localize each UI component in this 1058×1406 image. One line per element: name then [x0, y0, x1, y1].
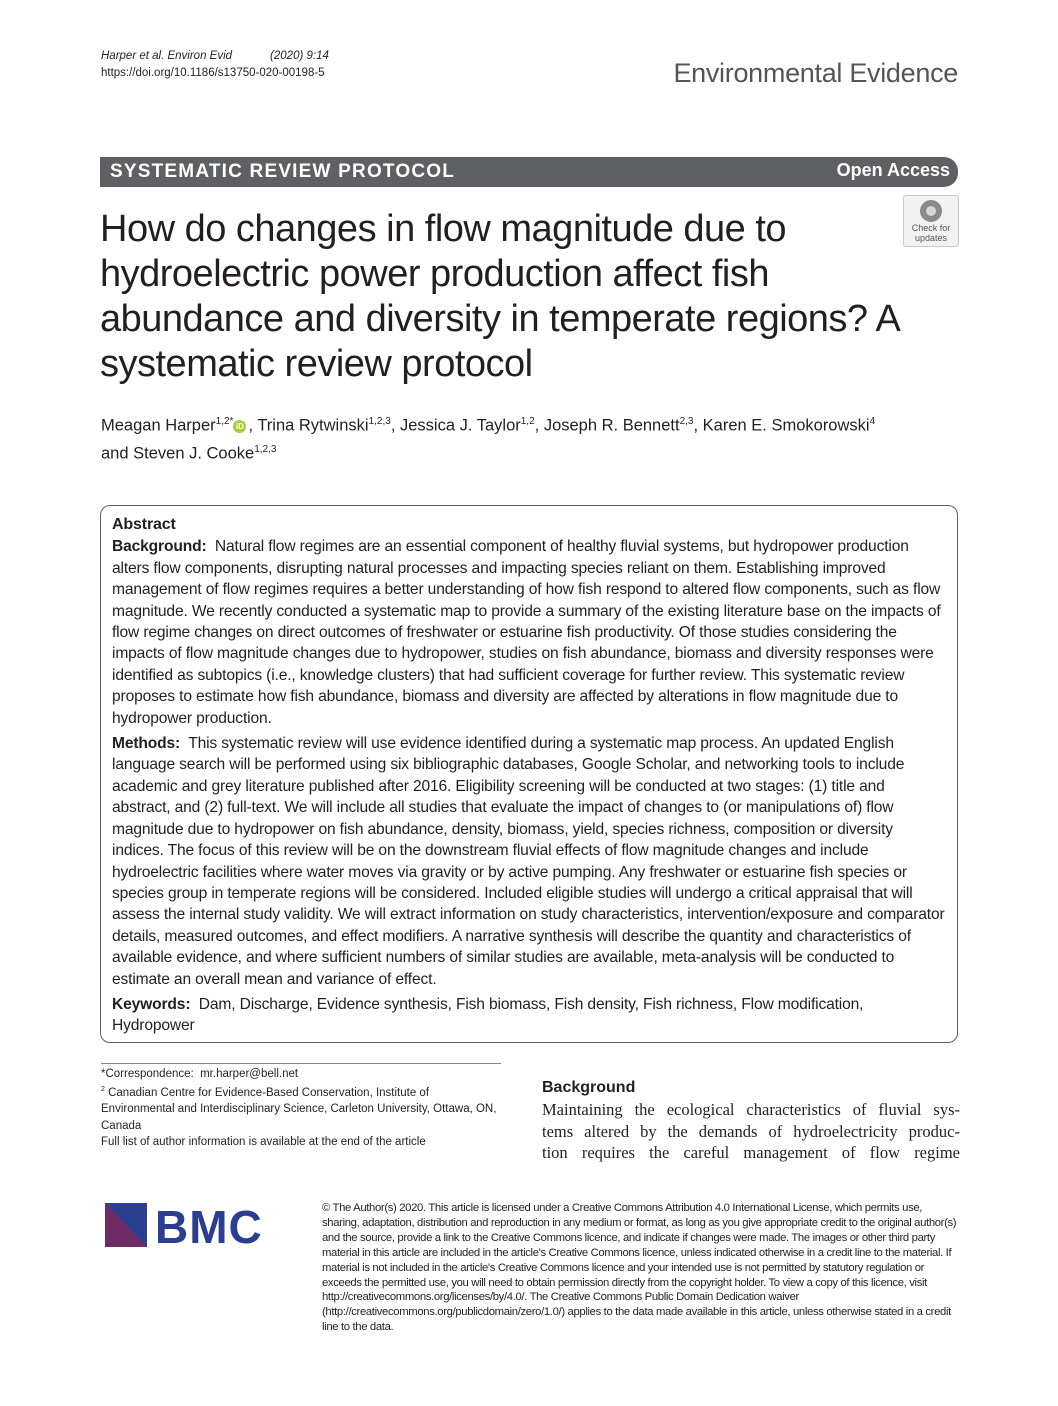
open-access-label: Open Access [836, 160, 950, 180]
check-for-updates-button[interactable] [903, 195, 959, 247]
citation-block [101, 48, 329, 82]
license-part: © The Author(s) 2020. This article is licensed under a Creative Commons Attribution 4.0 International License, which permits use, sharing, adaptation, distribution and reproduction in any medium or format, as long as you give appropriate credit to the original author(s) and the source, provide a link to the Creative Commons licence, and indicate if changes were made. The images or other third party material in this article are included in the article's Creative Commons licence, unless indicated otherwise in a credit line to the material. If material is not included in the article's Creative Commons licence and your intended use is not permitted by statutory regulation or exceeds the permitted use, you will need to obtain permission directly from the copyright holder. To view a copy of this licence, visit [322, 1202, 957, 1289]
keywords-text: Dam, Discharge, Evidence synthesis, Fish biomass, Fish density, Fish richness, Flow modification, Hydropower [112, 995, 864, 1035]
affiliation-number: 2 [101, 1086, 105, 1094]
background-line: tems altered by the demands of hydroelectricity produc- [542, 1121, 960, 1141]
author-affiliation: 1,2,3 [368, 416, 391, 427]
methods-text: This systematic review will use evidence identified during a systematic map process. An updated English language search will be performed using six bibliographic databases, Google Scholar, and networking tools to include academic and grey literature published after 2016. Eligibility screening will be conducted at two stages: (1) title and abstract, and (2) full-text. We will include all studies that evaluate the impact of changes to (or manipulations of) flow magnitude due to hydropower on fish abundance, density, biomass, yield, species richness, composition or diversity indices. The focus of this review will be on the downstream fluvial effects of flow magnitude changes and include hydroelectric facilities where water moves via gravity or by active pumping. Any freshwater or estuarine fish species or species group in temperate regions will be considered. Included eligible studies will undergo a critical appraisal that will assess the internal study validity. We will extract information on study characteristics, intervention/exposure and comparator details, measured outcomes, and effect modifiers. A narrative synthesis will describe the quantity and characteristics of available evidence, and where sufficient numbers of similar studies are available, meta-analysis will be conducted to estimate an overall mean and variance of effect. [112, 735, 945, 988]
background-text: Natural flow regimes are an essential component of healthy fluvial systems, but hydropower production alters flow components, disrupting natural processes and impacting species reliant on them. Establishing improved management of flow regimes requires a better understanding of how fish respond to altered flow components, such as flow magnitude. We recently conducted a systematic map to provide a summary of the existing literature base on the impacts of flow regime changes on direct outcomes of freshwater or estuarine fish productivity. Of those studies considering the impacts of flow magnitude changes due to hydropower, studies on fish abundance, biomass and diversity responses were identified as subtopics (i.e., knowledge clusters) that had sufficient coverage for further review. This systematic review proposes to estimate how fish abundance, biomass and diversity are affected by alterations in flow magnitude due to hydropower production. [112, 538, 941, 727]
author-name[interactable]: Joseph R. Bennett [543, 416, 680, 435]
author-affiliation: 4 [869, 416, 876, 427]
license-link[interactable]: http://creativecommons.org/licenses/by/4.0/ [322, 1291, 525, 1304]
author-name[interactable]: Steven J. Cooke [133, 444, 255, 462]
author-affiliation: 1,2,3 [254, 443, 277, 455]
correspondence-label: *Correspondence: [101, 1068, 194, 1080]
authors-joiner: and [101, 444, 129, 462]
affiliation-text: Canadian Centre for Evidence-Based Conservation, Institute of Environmental and Interdisciplinary Science, Carleton University, Ottawa, ON, Canada [101, 1087, 497, 1132]
abstract-keywords [112, 994, 946, 1037]
background-body [542, 1099, 960, 1164]
author-name[interactable]: Trina Rytwinski [257, 416, 369, 435]
correspondence-email[interactable]: mr.harper@bell.net [200, 1068, 299, 1080]
abstract-background [112, 536, 946, 729]
background-label: Background: [112, 538, 207, 556]
background-heading: Background [542, 1079, 636, 1096]
background-line: tion requires the careful management of flow regime [542, 1143, 960, 1162]
author-list: Meagan Harper$^{1,2*}$ iD , Trina Rytwinski$^{1,2,3}$, Jessica J. Taylor$^{1,2}$, Joseph R. Bennett$^{2,3}$, Karen E. Smokorowski$^4$ and Steven J. Cooke$^{1,2,3}$ [101, 416, 876, 462]
author-affiliation: 1,2 [520, 416, 535, 427]
citation-year: (2020) 9:14 [270, 50, 329, 62]
abstract-methods [112, 733, 946, 990]
author-name[interactable]: Karen E. Smokorowski [702, 416, 870, 435]
abstract-box [100, 505, 958, 1043]
doi-link[interactable]: https://doi.org/10.1186/s13750-020-00198-5 [101, 67, 325, 79]
article-title: How do changes in flow magnitude due to hydroelectric power production affect fish abundance and diversity in temperate regions? A systematic review protocol [100, 208, 899, 385]
article-type-banner [100, 157, 958, 187]
crossmark-label-line2: updates [914, 233, 948, 243]
author-affiliation: 2,3 [679, 416, 694, 427]
crossmark-icon [920, 200, 942, 222]
crossmark-label-line1: Check for [911, 223, 951, 233]
author-affiliation: 1,2* [215, 416, 234, 427]
keywords-label: Keywords: [112, 995, 191, 1013]
bmc-logo-text: BMC [155, 1203, 263, 1247]
license-part: . The Creative Commons Public Domain Dedication waiver ( [322, 1291, 799, 1319]
orcid-icon[interactable]: iD [233, 420, 246, 433]
methods-label: Methods: [112, 735, 181, 753]
background-section [542, 1079, 960, 1164]
journal-name: Environmental Evidence [673, 58, 958, 88]
bmc-logo [105, 1203, 295, 1247]
author-info-note: Full list of author information is available at the end of the article [101, 1136, 426, 1149]
license-part: ) applies to the data made available in this article, unless otherwise stated in a credit line to the data. [322, 1306, 951, 1334]
background-line: Maintaining the ecological characteristics of fluvial sys- [542, 1100, 960, 1119]
abstract-heading: Abstract [112, 516, 176, 533]
author-name[interactable]: Jessica J. Taylor [400, 416, 521, 435]
citation-authors: Harper et al. Environ Evid [101, 50, 233, 62]
correspondence-block [101, 1063, 501, 1150]
license-text [322, 1201, 962, 1335]
public-domain-link[interactable]: http://creativecommons.org/publicdomain/zero/1.0/ [325, 1306, 562, 1319]
author-name[interactable]: Meagan Harper [101, 416, 216, 435]
article-type: SYSTEMATIC REVIEW PROTOCOL [110, 161, 456, 182]
